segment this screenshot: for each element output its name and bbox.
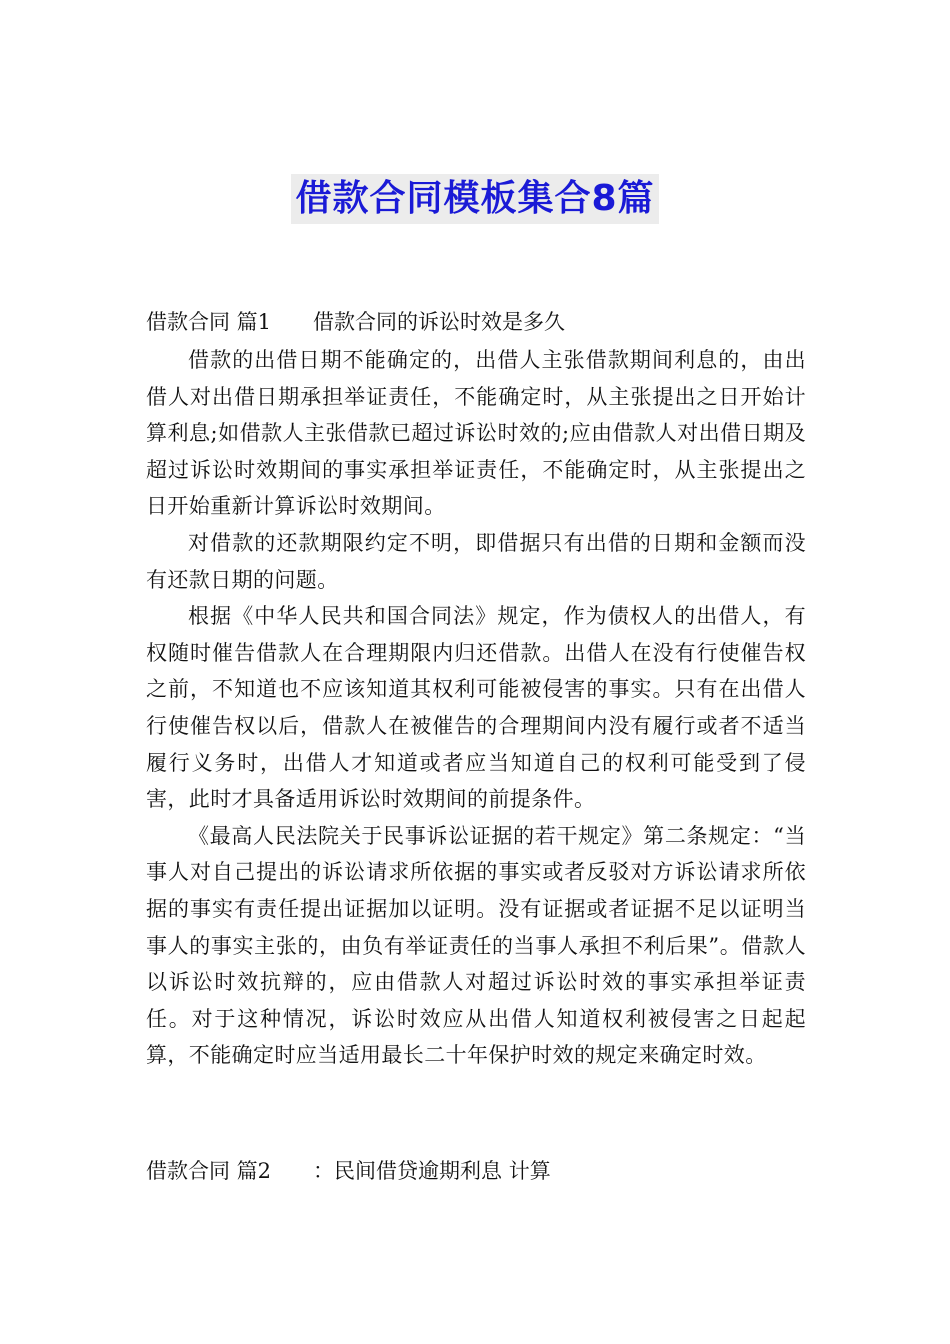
paragraph: 对借款的还款期限约定不明，即借据只有出借的日期和金额而没有还款日期的问题。: [146, 530, 806, 592]
section-heading-2: 借款合同 篇2 ：民间借贷逾期利息 计算: [146, 1159, 551, 1183]
paragraph: 借款的出借日期不能确定的，出借人主张借款期间利息的，由出借人对出借日期承担举证责任，不能确定时，从主张提出之日开始计算利息;如借款人主张借款已超过诉讼时效的;应由借款人对出借日期及超过诉讼时效期间的事实承担举证责任，不能确定时，从主张提出之日开始重新计算诉讼时效期间。: [146, 348, 806, 519]
document-title: 借款合同模板集合8篇: [291, 174, 658, 224]
paragraph: 根据《中华人民共和国合同法》规定，作为债权人的出借人，有权随时催告借款人在合理期限内归还借款。出借人在没有行使催告权之前，不知道也不应该知道其权利可能被侵害的事实。只有在出借人行使催告权以后，借款人在被催告的合理期间内没有履行或者不适当履行义务时，出借人才知道或者应当知道自己的权利可能受到了侵害，此时才具备适用诉讼时效期间的前提条件。: [146, 604, 806, 812]
title-container: [0, 174, 950, 224]
section-heading-1: 借款合同 篇1 借款合同的诉讼时效是多久: [146, 310, 566, 334]
paragraph: 《最高人民法院关于民事诉讼证据的若干规定》第二条规定：“当事人对自己提出的诉讼请求所依据的事实或者反驳对方诉讼请求所依据的事实有责任提出证据加以证明。没有证据或者证据不足以证明当事人的事实主张的，由负有举证责任的当事人承担不利后果”。借款人以诉讼时效抗辩的，应由借款人对超过诉讼时效的事实承担举证责任。对于这种情况，诉讼时效应从出借人知道权利被侵害之日起起算，不能确定时应当适用最长二十年保护时效的规定来确定时效。: [146, 823, 806, 1068]
section-body-1: [146, 342, 806, 1074]
